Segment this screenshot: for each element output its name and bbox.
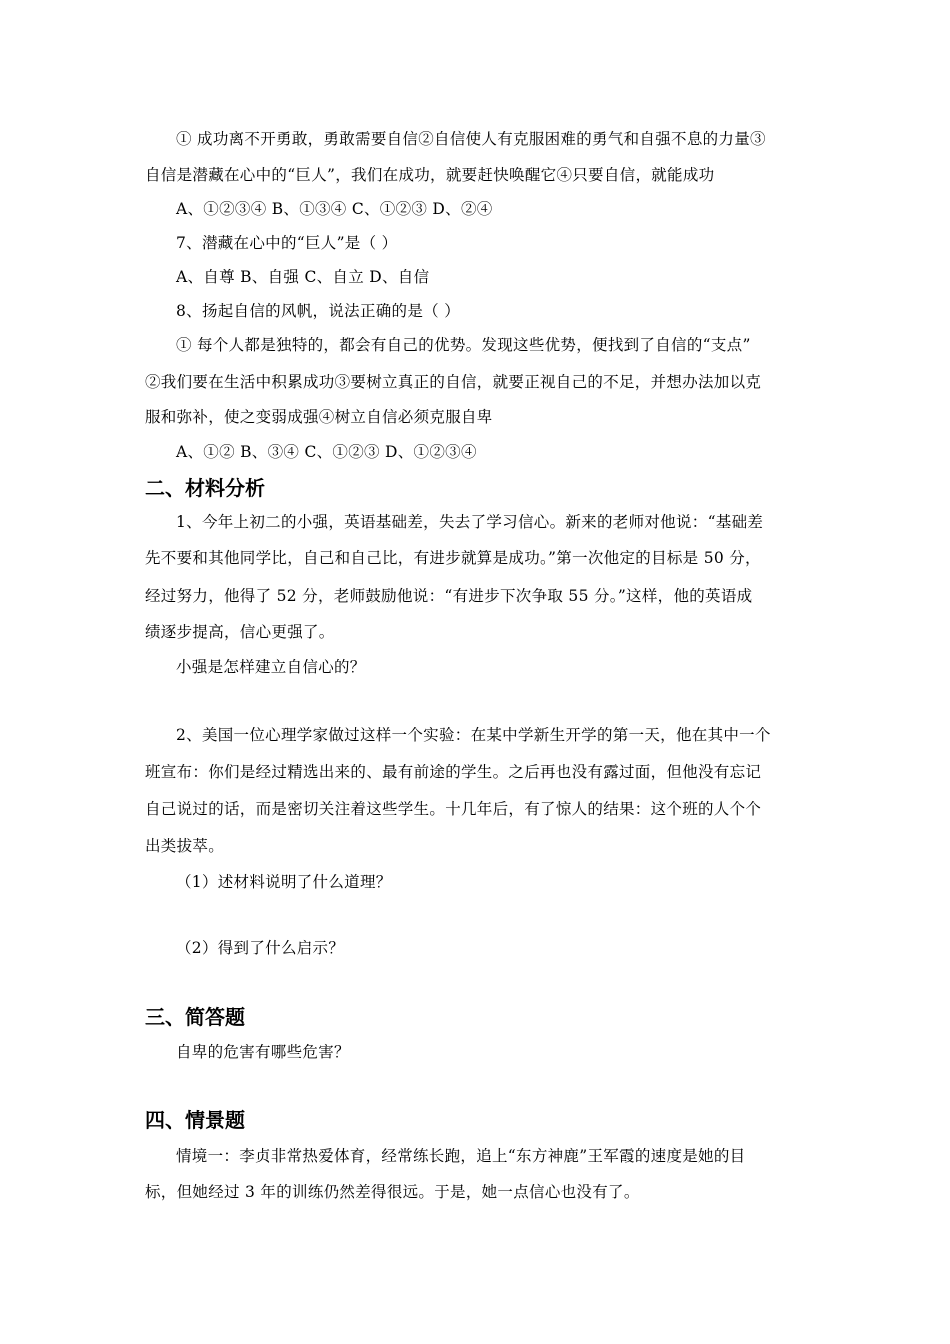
q6-statement-line-2: 自信是潜藏在心中的“巨人”，我们在成功，就要赶快唤醒它④只要自信，就能成功 [145,166,715,184]
material-2-question-1: （1）述材料说明了什么道理？ [176,873,392,891]
q7-stem: 7、潜藏在心中的“巨人”是（ ） [176,234,398,252]
material-2-line-4: 出类拔萃。 [145,837,225,855]
material-1-line-2: 先不要和其他同学比，自己和自己比，有进步就算是成功。”第一次他定的目标是 50 分， [145,549,761,567]
material-1-line-4: 绩逐步提高，信心更强了。 [145,623,335,641]
section-2-title: 二、材料分析 [145,476,265,500]
q8-statement-line-1: ① 每个人都是独特的，都会有自己的优势。发现这些优势，便找到了自信的“支点” [176,336,751,354]
q6-statement-line-1: ① 成功离不开勇敢，勇敢需要自信②自信使人有克服困难的勇气和自强不息的力量③ [176,130,766,148]
material-2-line-3: 自己说过的话，而是密切关注着这些学生。十几年后，有了惊人的结果：这个班的人个个 [145,800,762,818]
q8-stem: 8、扬起自信的风帆，说法正确的是（ ） [176,302,460,320]
section-3-title: 三、简答题 [145,1005,245,1029]
material-2-line-1: 2、美国一位心理学家做过这样一个实验：在某中学新生开学的第一天，他在其中一个 [176,726,771,744]
q8-statement-line-3: 服和弥补，使之变弱成强④树立自信必须克服自卑 [145,408,493,426]
scenario-1-line-1: 情境一：李贞非常热爱体育，经常练长跑，追上“东方神鹿”王军霞的速度是她的目 [176,1147,746,1165]
q8-options: A、①② B、③④ C、①②③ D、①②③④ [176,443,477,461]
material-1-line-3: 经过努力，他得了 52 分，老师鼓励他说：“有进步下次争取 55 分。”这样，他的英语成 [145,587,753,605]
q6-options: A、①②③④ B、①③④ C、①②③ D、②④ [176,200,493,218]
q7-options: A、自尊 B、自强 C、自立 D、自信 [176,268,430,286]
q8-statement-line-2: ②我们要在生活中积累成功③要树立真正的自信，就要正视自己的不足，并想办法加以克 [145,373,762,391]
material-1-line-1: 1、今年上初二的小强，英语基础差，失去了学习信心。新来的老师对他说：“基础差 [176,513,764,531]
material-2-question-2: （2）得到了什么启示？ [176,939,345,957]
material-1-question: 小强是怎样建立自信心的？ [176,658,366,676]
material-2-line-2: 班宣布：你们是经过精选出来的、最有前途的学生。之后再也没有露过面，但他没有忘记 [145,763,762,781]
section-4-title: 四、情景题 [145,1108,245,1132]
scenario-1-line-2: 标，但她经过 3 年的训练仍然差得很远。于是，她一点信心也没有了。 [145,1183,640,1201]
section-3-question: 自卑的危害有哪些危害？ [176,1043,350,1061]
